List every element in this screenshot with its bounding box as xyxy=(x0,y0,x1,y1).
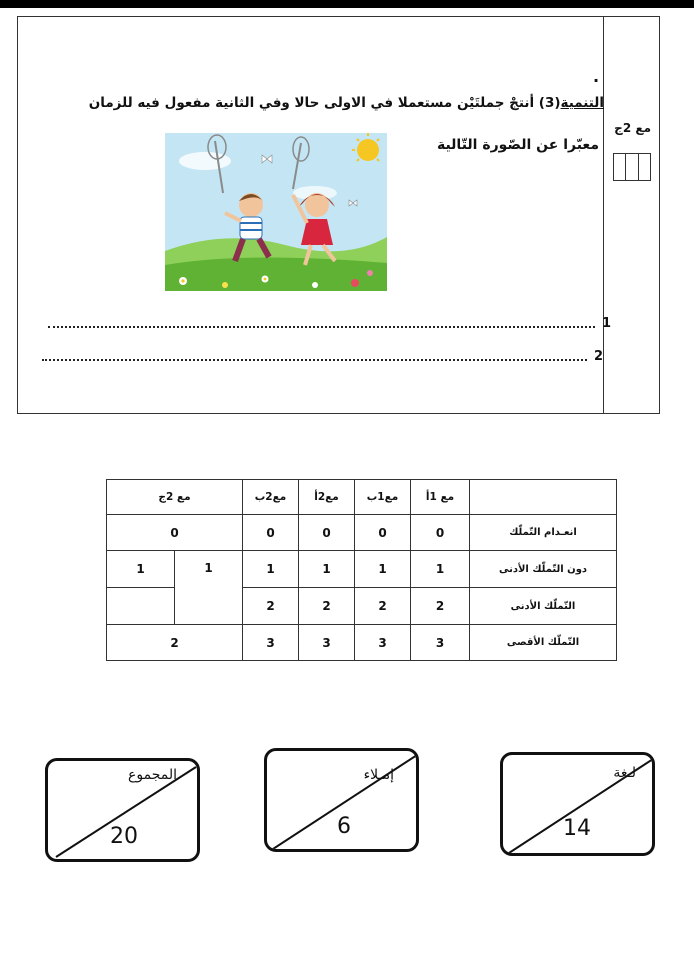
score-cell xyxy=(614,154,625,180)
table-cell: 2 xyxy=(299,588,355,625)
table-cell: 0 xyxy=(299,515,355,551)
header-c2a: مع2أ xyxy=(299,480,355,515)
table-row xyxy=(107,551,617,588)
table-cell: 3 xyxy=(299,625,355,661)
score-value: 6 xyxy=(337,814,351,839)
row-label: التّملّك الأقصى xyxy=(470,625,617,661)
row-label: التّملّك الأدنى xyxy=(470,588,617,625)
header-c1a: مع 1أ xyxy=(411,480,470,515)
table-row xyxy=(107,515,617,551)
grading-criteria-table xyxy=(106,479,617,661)
table-cell: 1 xyxy=(243,551,299,588)
question-number: (3) xyxy=(538,95,561,111)
answer-line-2[interactable] xyxy=(42,348,603,364)
instruction-text: أنتجْ جملتَيْن مستعملا في الاولى حالا وفي الثانية مفعول فيه للزمان xyxy=(88,95,539,111)
table-cell: 1 xyxy=(411,551,470,588)
table-cell: 0 xyxy=(411,515,470,551)
dotted-line xyxy=(42,359,587,361)
question-line-1 xyxy=(54,95,604,111)
answer-line-1[interactable] xyxy=(48,315,611,331)
score-value: 14 xyxy=(563,816,591,841)
score-label: لـغة xyxy=(613,765,636,781)
header-blank xyxy=(470,480,617,515)
row-label: انعـدام التّملّك xyxy=(470,515,617,551)
table-row xyxy=(107,480,617,515)
criteria-score-grid xyxy=(613,153,651,181)
header-c2j: مع 2ج xyxy=(107,480,243,515)
score-label: إمـلاء xyxy=(363,767,394,783)
answer-number: 1 xyxy=(601,316,611,331)
blank-cell xyxy=(107,588,175,625)
score-cell xyxy=(625,154,637,180)
cell-c2j: 2 xyxy=(107,625,243,661)
dot-mark: . xyxy=(593,67,600,86)
table-cell: 3 xyxy=(355,625,411,661)
score-label: المجموع xyxy=(128,767,177,783)
score-value: 20 xyxy=(110,824,138,849)
header-c1b: مع1ب xyxy=(355,480,411,515)
table-cell: 1 xyxy=(299,551,355,588)
criteria-label: مع 2ج xyxy=(614,121,651,135)
cell-c2j: 0 xyxy=(107,515,243,551)
table-cell: 3 xyxy=(243,625,299,661)
question-line-2: معبّرا عن الصّورة التّالية xyxy=(436,137,599,153)
answer-number: 2 xyxy=(593,349,603,364)
table-row xyxy=(107,625,617,661)
exercise-frame xyxy=(17,16,660,414)
cell-c2j-a: 1 xyxy=(107,551,175,588)
criteria-column xyxy=(603,17,659,413)
children-butterfly-illustration xyxy=(165,133,387,291)
dictation-score-box xyxy=(264,748,419,852)
dotted-line xyxy=(48,326,595,328)
table-cell: 3 xyxy=(411,625,470,661)
cell-c2j-b: 1 xyxy=(175,551,243,625)
language-score-box xyxy=(500,752,655,856)
table-cell: 0 xyxy=(243,515,299,551)
header-c2b: مع2ب xyxy=(243,480,299,515)
section-tag: التنمية xyxy=(560,95,604,111)
table-cell: 2 xyxy=(411,588,470,625)
row-label: دون التّملّك الأدنى xyxy=(470,551,617,588)
top-border-bar xyxy=(0,0,694,8)
sun xyxy=(357,139,379,161)
table-cell: 2 xyxy=(243,588,299,625)
score-cell xyxy=(638,154,650,180)
total-score-box xyxy=(45,758,200,862)
table-cell: 1 xyxy=(355,551,411,588)
table-cell: 0 xyxy=(355,515,411,551)
table-cell: 2 xyxy=(355,588,411,625)
